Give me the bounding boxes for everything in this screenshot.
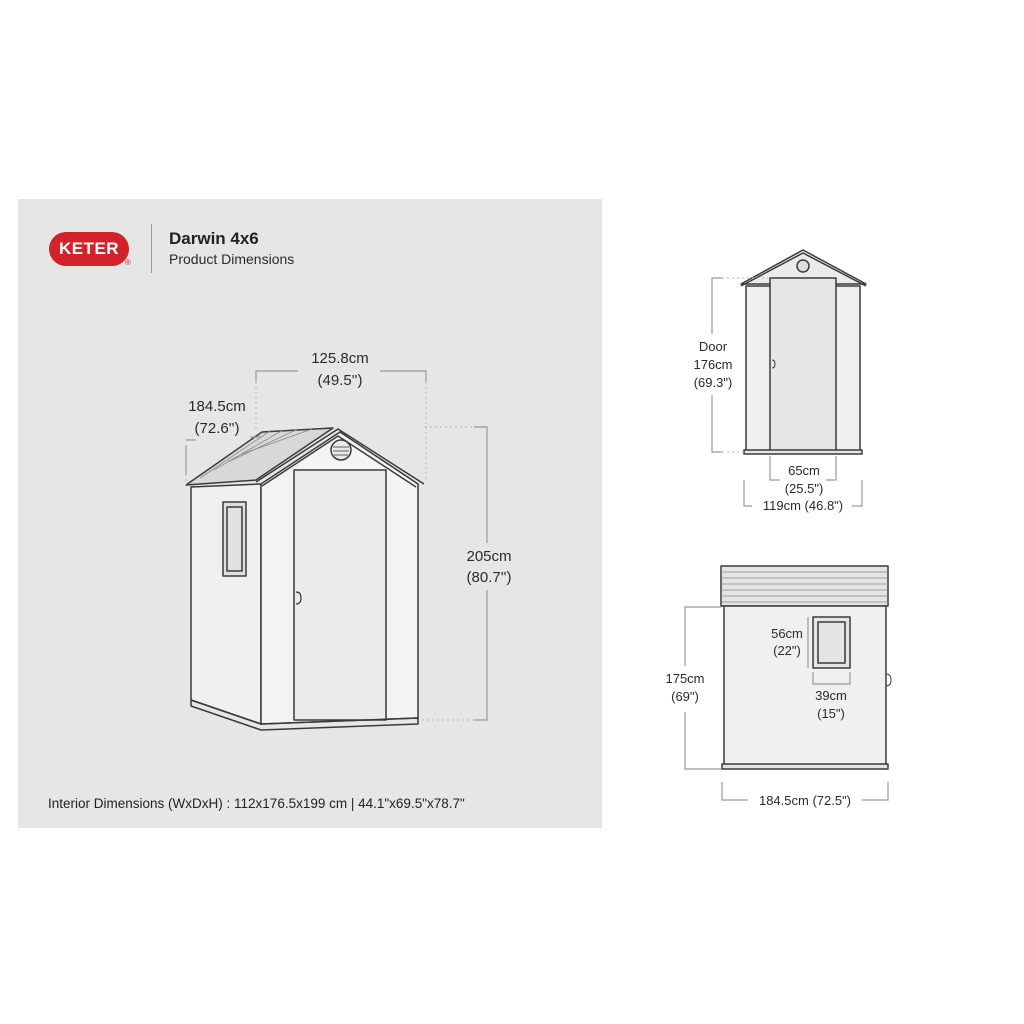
wall-height-cm-label: 175cm [665, 671, 705, 686]
window-width-cm-label: 39cm [815, 688, 847, 703]
door-height-cm-label: 176cm [693, 357, 733, 372]
height-in-label: (80.7'') [466, 569, 512, 586]
logo-text: KETER [58, 239, 120, 258]
depth-in-label: (72.6'') [194, 420, 240, 437]
window-height-in-label: (22") [773, 643, 801, 658]
length-label: 184.5cm (72.5") [758, 793, 852, 808]
door-height-in-label: (69.3") [693, 375, 733, 390]
depth-cm-label: 184.5cm [188, 398, 246, 415]
total-width-label: 119cm (46.8") [762, 498, 844, 513]
width-cm-label: 125.8cm [311, 350, 369, 367]
product-title: Darwin 4x6 [169, 229, 259, 248]
registered-mark: ® [125, 258, 131, 267]
interior-dimensions: Interior Dimensions (WxDxH) : 112x176.5x199 cm | 44.1"x69.5"x78.7" [48, 796, 465, 811]
product-subtitle: Product Dimensions [169, 251, 295, 267]
door-label: Door [698, 339, 728, 354]
front-view-shed [741, 250, 866, 454]
height-cm-label: 205cm [466, 548, 512, 565]
side-view-shed [721, 566, 891, 769]
door-width-cm-label: 65cm [788, 463, 820, 478]
wall-height-in-label: (69") [671, 689, 699, 704]
width-in-label: (49.5'') [317, 372, 363, 389]
window-width-in-label: (15") [817, 706, 845, 721]
door-width-in-label: (25.5") [784, 481, 824, 496]
window-height-cm-label: 56cm [771, 626, 803, 641]
perspective-shed [186, 428, 424, 730]
